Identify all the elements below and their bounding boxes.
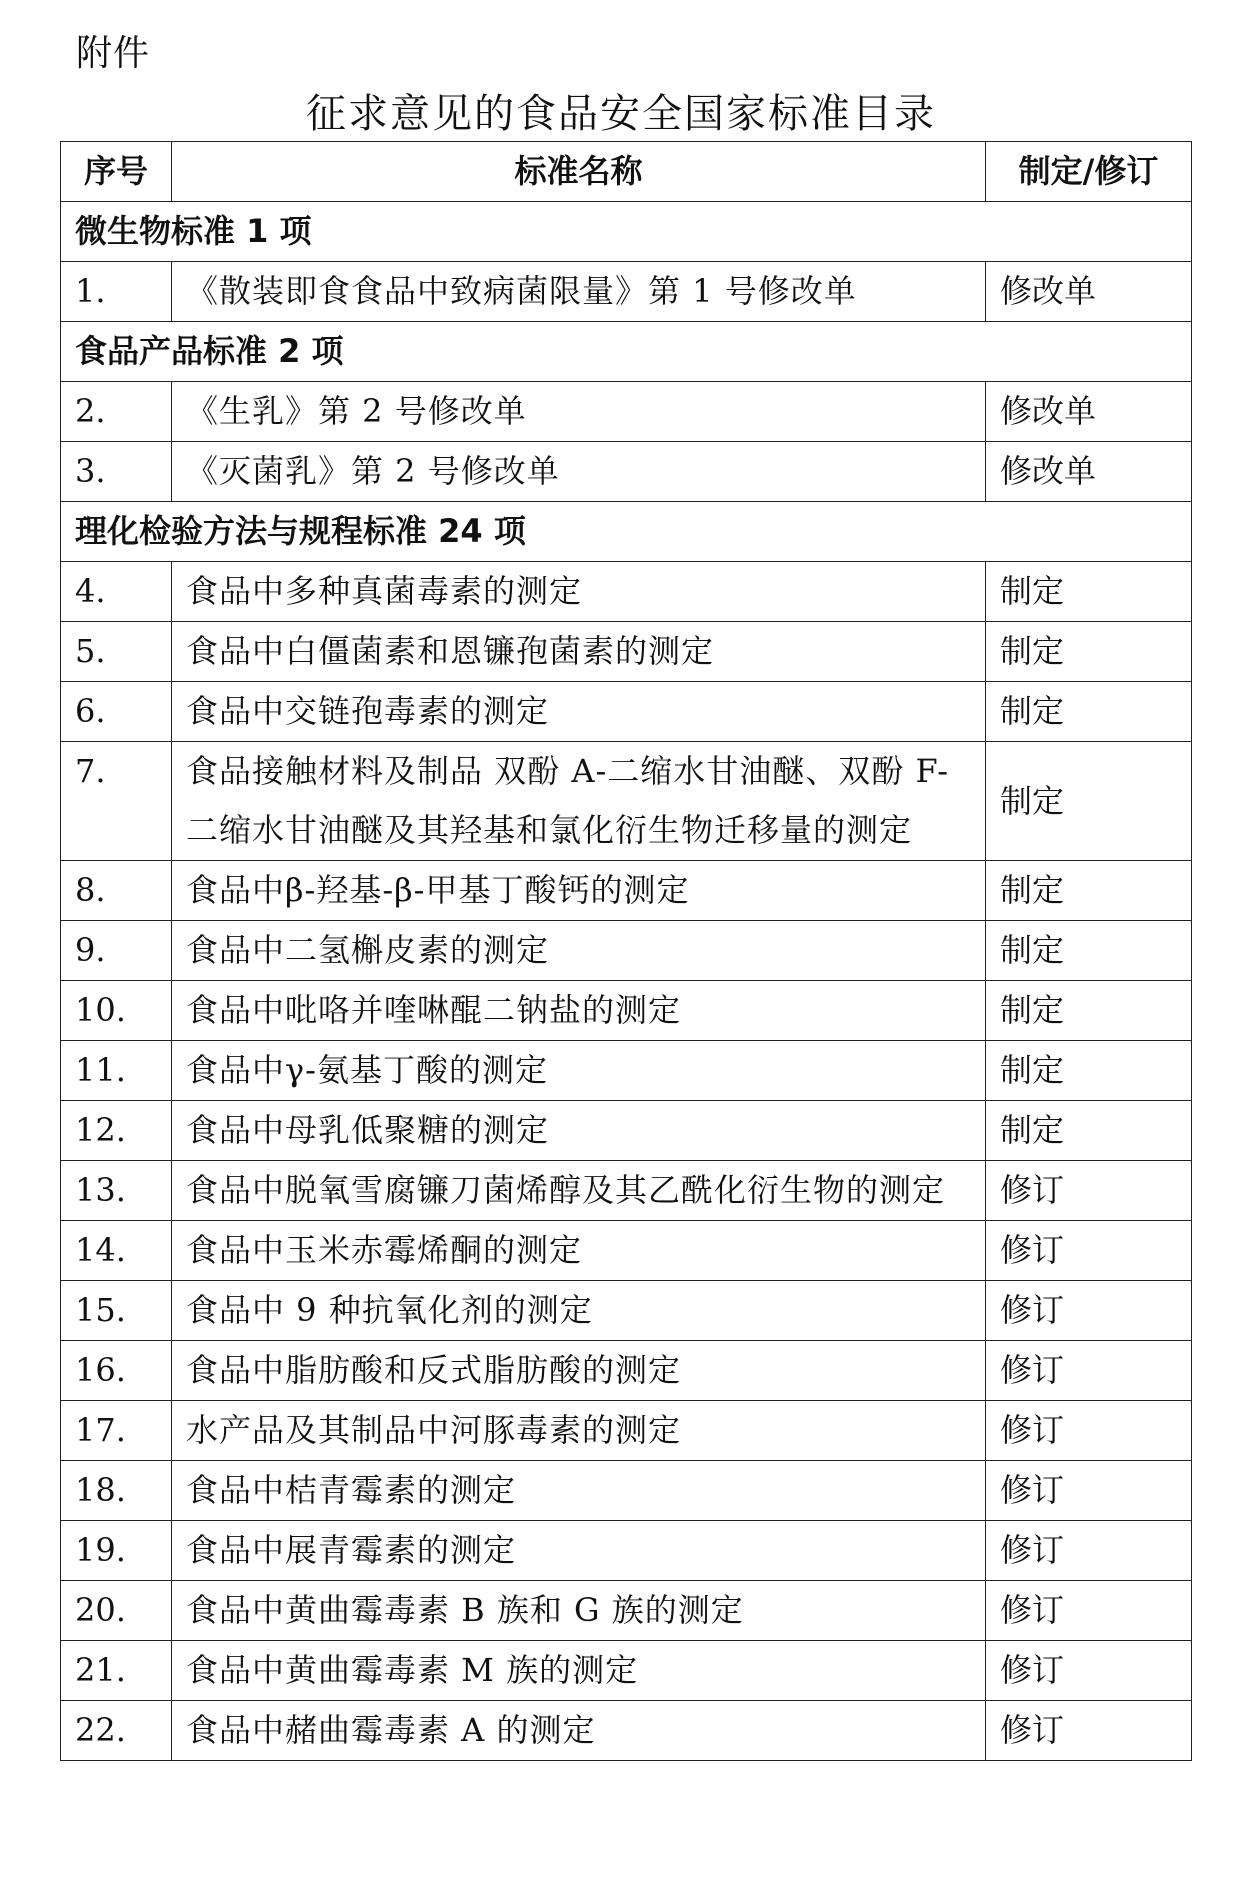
- row-standard-name: 食品中β-羟基-β-甲基丁酸钙的测定: [172, 861, 986, 921]
- row-standard-name: 食品中黄曲霉毒素 B 族和 G 族的测定: [172, 1581, 986, 1641]
- row-type: 制定: [986, 742, 1192, 861]
- table-row: [61, 861, 1192, 921]
- table-row: [61, 1281, 1192, 1341]
- row-type: 制定: [986, 562, 1192, 622]
- row-standard-name: 食品中吡咯并喹啉醌二钠盐的测定: [172, 981, 986, 1041]
- row-number: 15.: [61, 1281, 172, 1341]
- row-number: 3.: [61, 442, 172, 502]
- table-row: [61, 1041, 1192, 1101]
- standards-table: [60, 141, 1192, 1761]
- row-number: 11.: [61, 1041, 172, 1101]
- row-type: 制定: [986, 682, 1192, 742]
- row-type: 制定: [986, 1041, 1192, 1101]
- table-row: [61, 1581, 1192, 1641]
- row-standard-name: 食品中母乳低聚糖的测定: [172, 1101, 986, 1161]
- row-standard-name: 《生乳》第 2 号修改单: [172, 382, 986, 442]
- row-number: 5.: [61, 622, 172, 682]
- row-standard-name: 食品中交链孢毒素的测定: [172, 682, 986, 742]
- table-row: [61, 1341, 1192, 1401]
- row-number: 22.: [61, 1701, 172, 1761]
- table-row: [61, 1221, 1192, 1281]
- table-body: [61, 202, 1192, 1761]
- table-row: [61, 562, 1192, 622]
- row-type: 修订: [986, 1581, 1192, 1641]
- row-standard-name: 《散装即食食品中致病菌限量》第 1 号修改单: [172, 262, 986, 322]
- table-row: [61, 442, 1192, 502]
- row-type: 制定: [986, 622, 1192, 682]
- row-type: 修订: [986, 1341, 1192, 1401]
- row-type: 修订: [986, 1221, 1192, 1281]
- row-type: 修订: [986, 1461, 1192, 1521]
- table-header-row: [61, 142, 1192, 202]
- row-standard-name: 食品中赭曲霉毒素 A 的测定: [172, 1701, 986, 1761]
- section-row: [61, 202, 1192, 262]
- row-type: 制定: [986, 921, 1192, 981]
- table-row: [61, 981, 1192, 1041]
- table-row: [61, 1161, 1192, 1221]
- row-standard-name: 食品中多种真菌毒素的测定: [172, 562, 986, 622]
- row-number: 17.: [61, 1401, 172, 1461]
- row-standard-name: 水产品及其制品中河豚毒素的测定: [172, 1401, 986, 1461]
- table-row: [61, 921, 1192, 981]
- row-standard-name: 食品中二氢槲皮素的测定: [172, 921, 986, 981]
- section-heading: 食品产品标准 2 项: [61, 322, 1192, 382]
- row-standard-name: 《灭菌乳》第 2 号修改单: [172, 442, 986, 502]
- row-number: 14.: [61, 1221, 172, 1281]
- row-number: 18.: [61, 1461, 172, 1521]
- row-type: 修订: [986, 1281, 1192, 1341]
- row-type: 修改单: [986, 262, 1192, 322]
- row-standard-name: 食品中脂肪酸和反式脂肪酸的测定: [172, 1341, 986, 1401]
- table-row: [61, 1401, 1192, 1461]
- row-number: 21.: [61, 1641, 172, 1701]
- row-type: 制定: [986, 861, 1192, 921]
- table-row: [61, 742, 1192, 861]
- row-type: 修订: [986, 1161, 1192, 1221]
- row-number: 1.: [61, 262, 172, 322]
- row-type: 制定: [986, 1101, 1192, 1161]
- row-number: 7.: [61, 742, 172, 861]
- header-type: 制定/修订: [986, 142, 1192, 202]
- section-row: [61, 322, 1192, 382]
- attachment-label: 附件: [76, 33, 151, 74]
- document-title: 征求意见的食品安全国家标准目录: [306, 91, 936, 137]
- row-number: 6.: [61, 682, 172, 742]
- row-type: 修订: [986, 1701, 1192, 1761]
- row-standard-name: 食品中γ-氨基丁酸的测定: [172, 1041, 986, 1101]
- row-number: 8.: [61, 861, 172, 921]
- section-heading: 微生物标准 1 项: [61, 202, 1192, 262]
- row-standard-name: 食品中脱氧雪腐镰刀菌烯醇及其乙酰化衍生物的测定: [172, 1161, 986, 1221]
- row-number: 12.: [61, 1101, 172, 1161]
- row-standard-name: 食品中黄曲霉毒素 M 族的测定: [172, 1641, 986, 1701]
- row-type: 修改单: [986, 382, 1192, 442]
- row-type: 修订: [986, 1521, 1192, 1581]
- row-number: 19.: [61, 1521, 172, 1581]
- row-number: 20.: [61, 1581, 172, 1641]
- row-number: 2.: [61, 382, 172, 442]
- row-number: 13.: [61, 1161, 172, 1221]
- header-name: 标准名称: [172, 142, 986, 202]
- row-standard-name: 食品中玉米赤霉烯酮的测定: [172, 1221, 986, 1281]
- table-row: [61, 262, 1192, 322]
- section-heading: 理化检验方法与规程标准 24 项: [61, 502, 1192, 562]
- row-type: 制定: [986, 981, 1192, 1041]
- table-row: [61, 382, 1192, 442]
- row-standard-name: 食品接触材料及制品 双酚 A-二缩水甘油醚、双酚 F-二缩水甘油醚及其羟基和氯化衍生物迁移量的测定: [172, 742, 986, 861]
- row-type: 修改单: [986, 442, 1192, 502]
- row-standard-name: 食品中展青霉素的测定: [172, 1521, 986, 1581]
- row-standard-name: 食品中 9 种抗氧化剂的测定: [172, 1281, 986, 1341]
- row-standard-name: 食品中白僵菌素和恩镰孢菌素的测定: [172, 622, 986, 682]
- table-row: [61, 1641, 1192, 1701]
- table-row: [61, 1701, 1192, 1761]
- table-row: [61, 1101, 1192, 1161]
- table-row: [61, 682, 1192, 742]
- row-type: 修订: [986, 1401, 1192, 1461]
- table-row: [61, 1461, 1192, 1521]
- row-type: 修订: [986, 1641, 1192, 1701]
- table-row: [61, 622, 1192, 682]
- row-number: 9.: [61, 921, 172, 981]
- row-number: 10.: [61, 981, 172, 1041]
- table-row: [61, 1521, 1192, 1581]
- row-number: 16.: [61, 1341, 172, 1401]
- header-number: 序号: [61, 142, 172, 202]
- row-number: 4.: [61, 562, 172, 622]
- section-row: [61, 502, 1192, 562]
- row-standard-name: 食品中桔青霉素的测定: [172, 1461, 986, 1521]
